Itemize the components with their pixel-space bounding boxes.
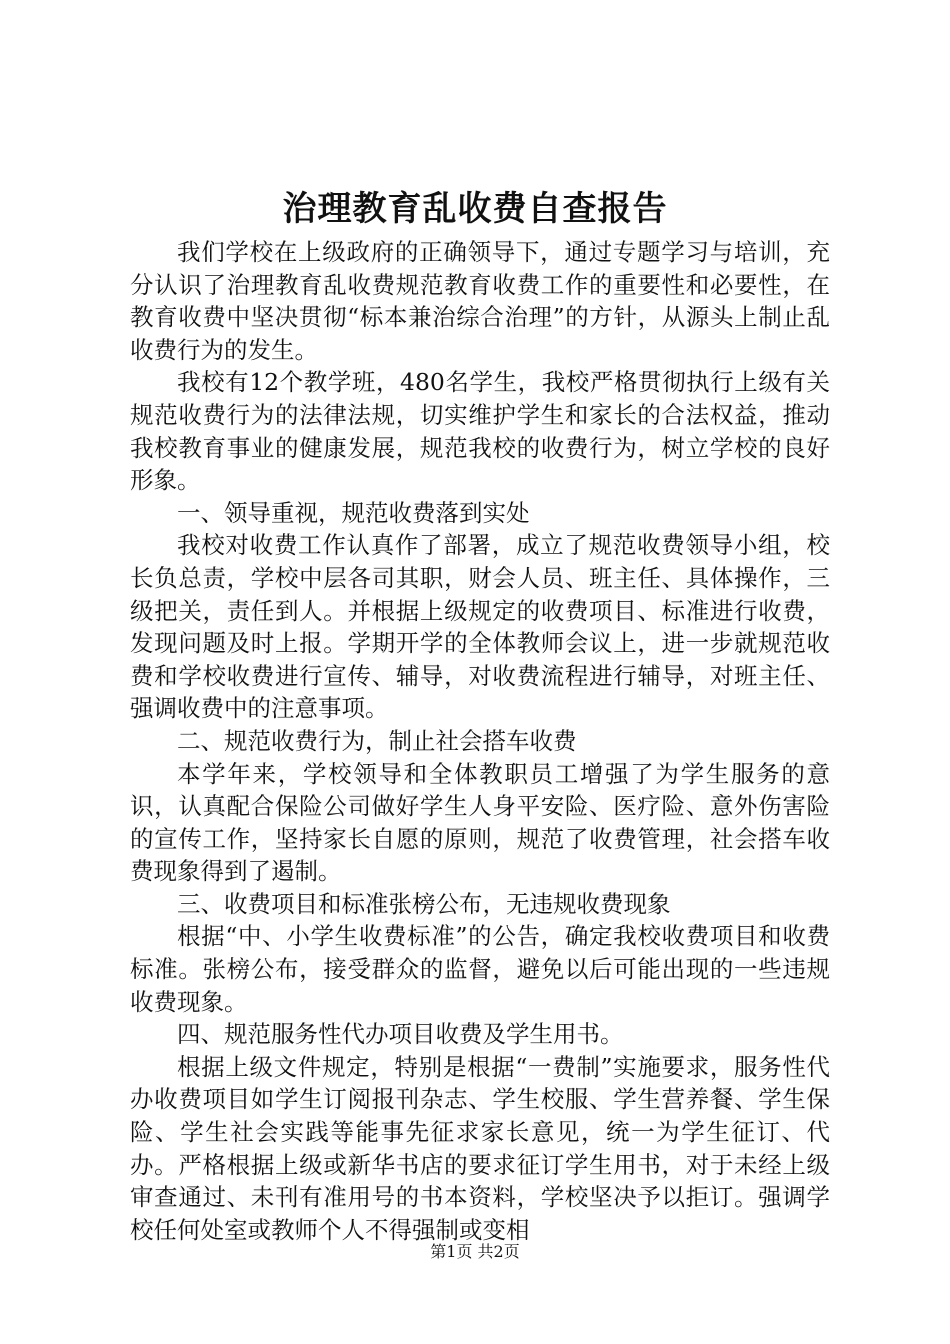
paragraph-section-2: 本学年来，学校领导和全体教职员工增强了为学生服务的意识，认真配合保险公司做好学生人身平安险、医疗险、意外伤害险的宣传工作，坚持家长自愿的原则，规范了收费管理，社会搭车收费现象得到了遏制。 [130, 759, 830, 886]
section-heading-1: 一、领导重视，规范收费落到实处 [177, 498, 530, 527]
section-heading-2: 二、规范收费行为，制止社会搭车收费 [177, 726, 577, 755]
document-body [130, 236, 830, 1246]
paragraph-section-3: 根据“中、小学生收费标准”的公告，确定我校收费项目和收费标准。张榜公布，接受群众的监督，避免以后可能出现的一些违规收费现象。 [130, 922, 830, 1016]
paragraph-section-1: 我校对收费工作认真作了部署，成立了规范收费领导小组，校长负总责，学校中层各司其职，财会人员、班主任、具体操作，三级把关，责任到人。并根据上级规定的收费项目、标准进行收费，发现问题及时上报。学期开学的全体教师会议上，进一步就规范收费和学校收费进行宣传、辅导，对收费流程进行辅导，对班主任、强调收费中的注意事项。 [130, 531, 830, 723]
page-number-footer: 第1页 共2页 [430, 1242, 520, 1261]
section-heading-4: 四、规范服务性代办项目收费及学生用书。 [177, 1020, 624, 1049]
paragraph-intro: 我们学校在上级政府的正确领导下，通过专题学习与培训，充分认识了治理教育乱收费规范教育收费工作的重要性和必要性，在教育收费中坚决贯彻“标本兼治综合治理”的方针，从源头上制止乱收费行为的发生。 [130, 238, 830, 364]
document-title: 治理教育乱收费自查报告 [282, 189, 668, 229]
paragraph-section-4: 根据上级文件规定，特别是根据“一费制”实施要求，服务性代办收费项目如学生订阅报刊杂志、学生校服、学生营养餐、学生保险、学生社会实践等能事先征求家长意见，统一为学生征订、代办。严格根据上级或新华书店的要求征订学生用书，对于未经上级审查通过、未刊有准用号的书本资料，学校坚决予以拒订。强调学校任何处室或教师个人不得强制或变相 [130, 1052, 830, 1244]
section-heading-3: 三、收费项目和标准张榜公布，无违规收费现象 [177, 889, 671, 918]
paragraph-school-info: 我校有12个教学班，480名学生，我校严格贯彻执行上级有关规范收费行为的法律法规，切实维护学生和家长的合法权益，推动我校教育事业的健康发展，规范我校的收费行为，树立学校的良好形象。 [130, 368, 830, 495]
